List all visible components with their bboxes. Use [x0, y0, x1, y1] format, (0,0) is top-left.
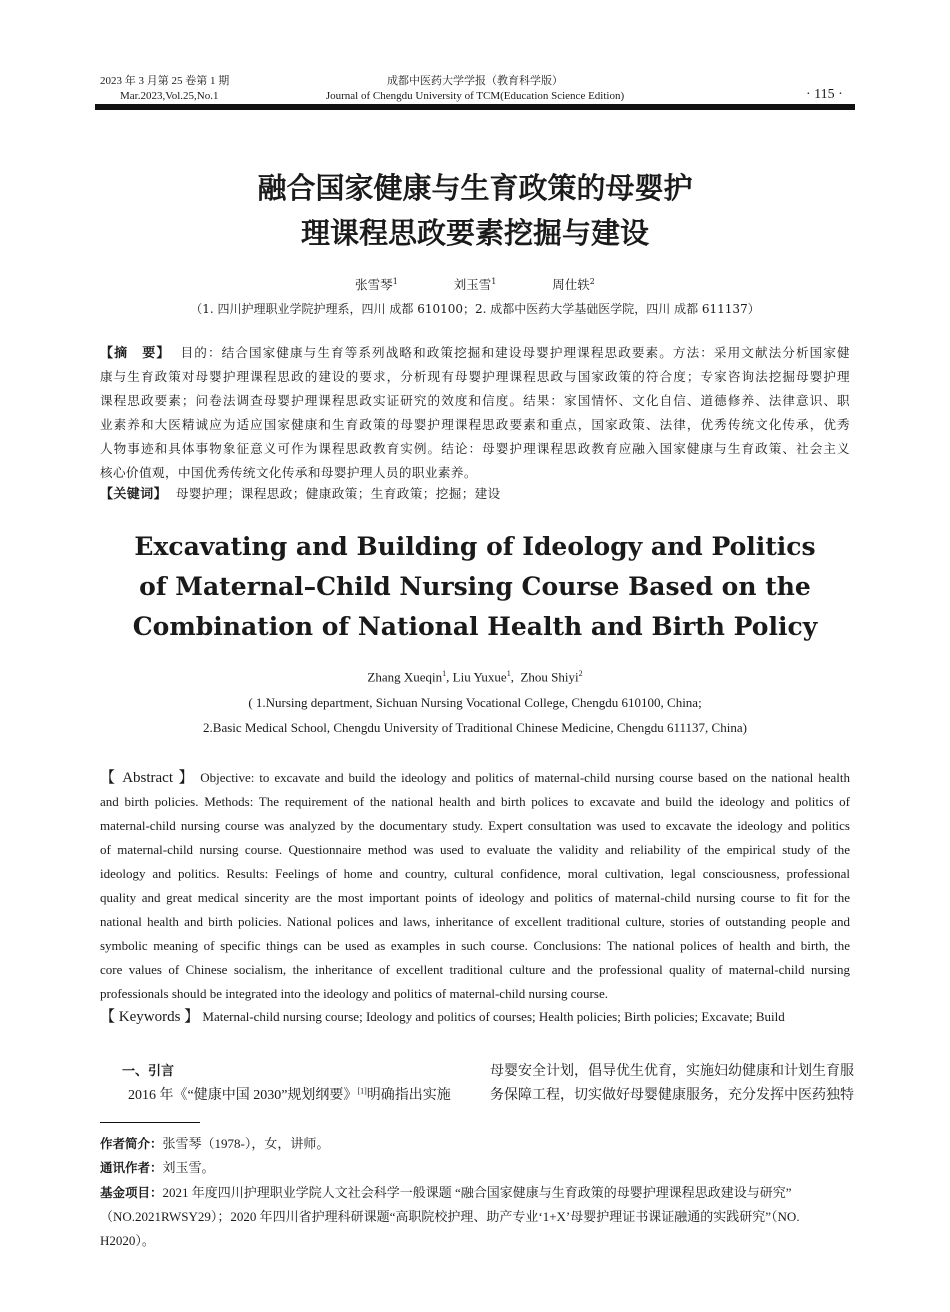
body-right-line: 务保障工程，切实做好母婴健康服务，充分发挥中医药独特	[490, 1088, 854, 1103]
footnote-label: 通讯作者：	[100, 1160, 163, 1175]
abstract-en-line: of maternal-child nursing course. Questionnaire method was used to evaluate the validity and reliability of the empirical study of the	[100, 842, 850, 857]
page-number: · 115 ·	[806, 87, 843, 102]
footnote-cont: （NO.2021RWSY29）；2020 年四川省护理科研课题“高职院校护理、助产专业‘1+X’母婴护理证书课证融通的实践研究”（NO.	[100, 1209, 800, 1224]
authors-en: Zhang Xueqin$^1$, Liu Yuxue$^1$, Zhou Shiyi$^2$	[367, 669, 583, 685]
journal-en: Journal of Chengdu University of TCM(Education Science Edition)	[325, 90, 625, 102]
footnote-rule	[100, 1122, 200, 1123]
abstract-cn-line: 核心价值观，中国优秀传统文化传承和母婴护理人员的职业素养。	[100, 465, 477, 480]
abstract-en-label: 【 Abstract 】	[100, 770, 196, 786]
author-sup: 1	[392, 276, 398, 286]
journal-cn: 成都中医药大学学报（教育科学版）	[387, 75, 563, 87]
footnote-label: 基金项目：	[100, 1185, 163, 1200]
authors-cn	[0, 275, 950, 293]
author: Zhou Shiyi	[520, 669, 579, 685]
footnote-text: 张雪琴（1978-），女，讲师。	[162, 1136, 330, 1151]
title-en-line: Combination of National Health and Birth Policy	[132, 612, 818, 641]
abstract-en-line: core values of Chinese socialism, the inheritance of excellent traditional culture and the professional quality of maternal-child nursing	[100, 962, 850, 977]
footnote-text: 2021 年度四川护理职业学院人文社会科学一般课题 “融合国家健康与生育政策的母婴护理课程思政建设与研究”	[162, 1185, 792, 1200]
title-cn-line: 融合国家健康与生育政策的母婴护	[257, 171, 693, 205]
footnote	[100, 1157, 215, 1176]
issue-en: Mar.2023,Vol.25,No.1	[120, 90, 219, 102]
author: Liu Yuxue	[452, 669, 507, 685]
keywords-cn-label: 【关键词】	[100, 487, 168, 502]
abstract-en-line	[100, 766, 850, 790]
header-rule	[95, 104, 855, 110]
author: 刘玉雪	[453, 277, 492, 292]
keywords-en-label: 【 Keywords 】	[100, 1009, 200, 1025]
abstract-cn-line	[100, 341, 850, 365]
footnote	[100, 1182, 792, 1201]
title-en-line: Excavating and Building of Ideology and Politics	[134, 532, 816, 561]
abstract-cn-line: 康与生育政策对母婴护理课程思政的建设的要求，分析现有母婴护理课程思政与国家政策的符合度；专家咨询法挖掘母婴护理	[100, 369, 850, 384]
author: Zhang Xueqin	[367, 669, 443, 685]
abstract-en-line: professionals should be integrated into the ideology and politics of maternal-child nursing course.	[100, 986, 608, 1001]
footnote	[100, 1133, 329, 1152]
abstract-cn-line: 业素养和大医精诚应为适应国家健康和生育政策的母婴护理课程思政要素和重点，国家政策、法律，优秀传统文化传承，优秀	[100, 417, 850, 432]
abstract-en-text: Objective: to excavate and build the ideology and politics of maternal-child nursing course based on the national health	[200, 770, 850, 785]
author: 周仕轶	[552, 277, 590, 292]
author-sup: 2	[578, 669, 583, 678]
footnote-text: 刘玉雪。	[162, 1160, 215, 1175]
body-text: 2016 年《“健康中国 2030”规划纲要》	[128, 1088, 358, 1103]
abstract-en-line: quality and great medical sincerity are the most important points of ideology and politics of maternal-child nursing course to fit for the	[100, 890, 850, 905]
abstract-cn-line: 课程思政要素；问卷法调查母婴护理课程思政实证研究的效度和信度。结果：家国情怀、文化自信、道德修养、法律意识、职	[100, 393, 850, 408]
author-sup: 1	[506, 669, 511, 678]
abstract-cn-line: 人物事迹和具体事物象征意义可作为课程思政教育实例。结论：母婴护理课程思政教育应融入国家健康与生育政策、社会主义	[100, 441, 850, 456]
abstract-en-line: symbolic meaning of specific things can be used as examples in such course. Conclusions: The national polices of health and birth, the	[100, 938, 850, 953]
body-text: 明确指出实施	[366, 1088, 451, 1103]
author: 张雪琴	[355, 277, 393, 292]
keywords-cn	[100, 482, 501, 506]
abstract-en-line: national health and birth policies. National polices and laws, inheritance of excellent traditional culture, stories of outstanding people and	[100, 914, 850, 929]
abstract-cn-label: 【摘 要】	[100, 346, 171, 361]
abstract-en-line: ideology and politics. Results: Feelings of home and country, cultural confidence, moral cultivation, legal consciousness, professional	[100, 866, 850, 881]
author-sup: 2	[589, 276, 595, 286]
title-cn-line: 理课程思政要素挖掘与建设	[300, 216, 649, 250]
section-heading: 一、引言	[122, 1064, 175, 1079]
keywords-cn-text: 母婴护理；课程思政；健康政策；生育政策；挖掘；建设	[175, 486, 501, 501]
keywords-en-text: Maternal-child nursing course; Ideology and politics of courses; Health policies; Birth policies; Excavate; Build	[202, 1009, 785, 1024]
citation-ref[interactable]: [1]	[357, 1086, 367, 1096]
affiliation-cn: （1. 四川护理职业学院护理系，四川 成都 610100；2. 成都中医药大学基础医学院，四川 成都 611137）	[190, 302, 760, 316]
author-sup: 1	[442, 669, 447, 678]
abstract-en-line: and birth policies. Methods: The requirement of the national health and birth polices to excavate and build the ideology and politics of	[100, 794, 850, 809]
author-sup: 1	[491, 276, 497, 286]
footnote-cont: H2020）。	[100, 1233, 155, 1248]
body-right-line: 母婴安全计划，倡导优生优育，实施妇幼健康和计划生育服	[490, 1064, 854, 1079]
affiliation-en: 2.Basic Medical School, Chengdu University of Traditional Chinese Medicine, Chengdu 611137, China)	[203, 720, 747, 735]
keywords-en	[100, 1005, 785, 1029]
body-left-line	[128, 1084, 451, 1104]
title-en-line: of Maternal–Child Nursing Course Based on the	[139, 572, 811, 601]
footnote-label: 作者简介：	[100, 1136, 163, 1151]
abstract-en-line: maternal-child nursing course was analyzed by the documentary study. Expert consultation was used to excavate the ideology and politics	[100, 818, 850, 833]
issue-cn: 2023 年 3 月第 25 卷第 1 期	[100, 75, 230, 87]
affiliation-en: ( 1.Nursing department, Sichuan Nursing Vocational College, Chengdu 610100, China;	[248, 695, 702, 710]
abstract-cn-text: 目的：结合国家健康与生育等系列战略和政策挖掘和建设母婴护理课程思政要素。方法：采用文献法分析国家健	[180, 345, 850, 360]
